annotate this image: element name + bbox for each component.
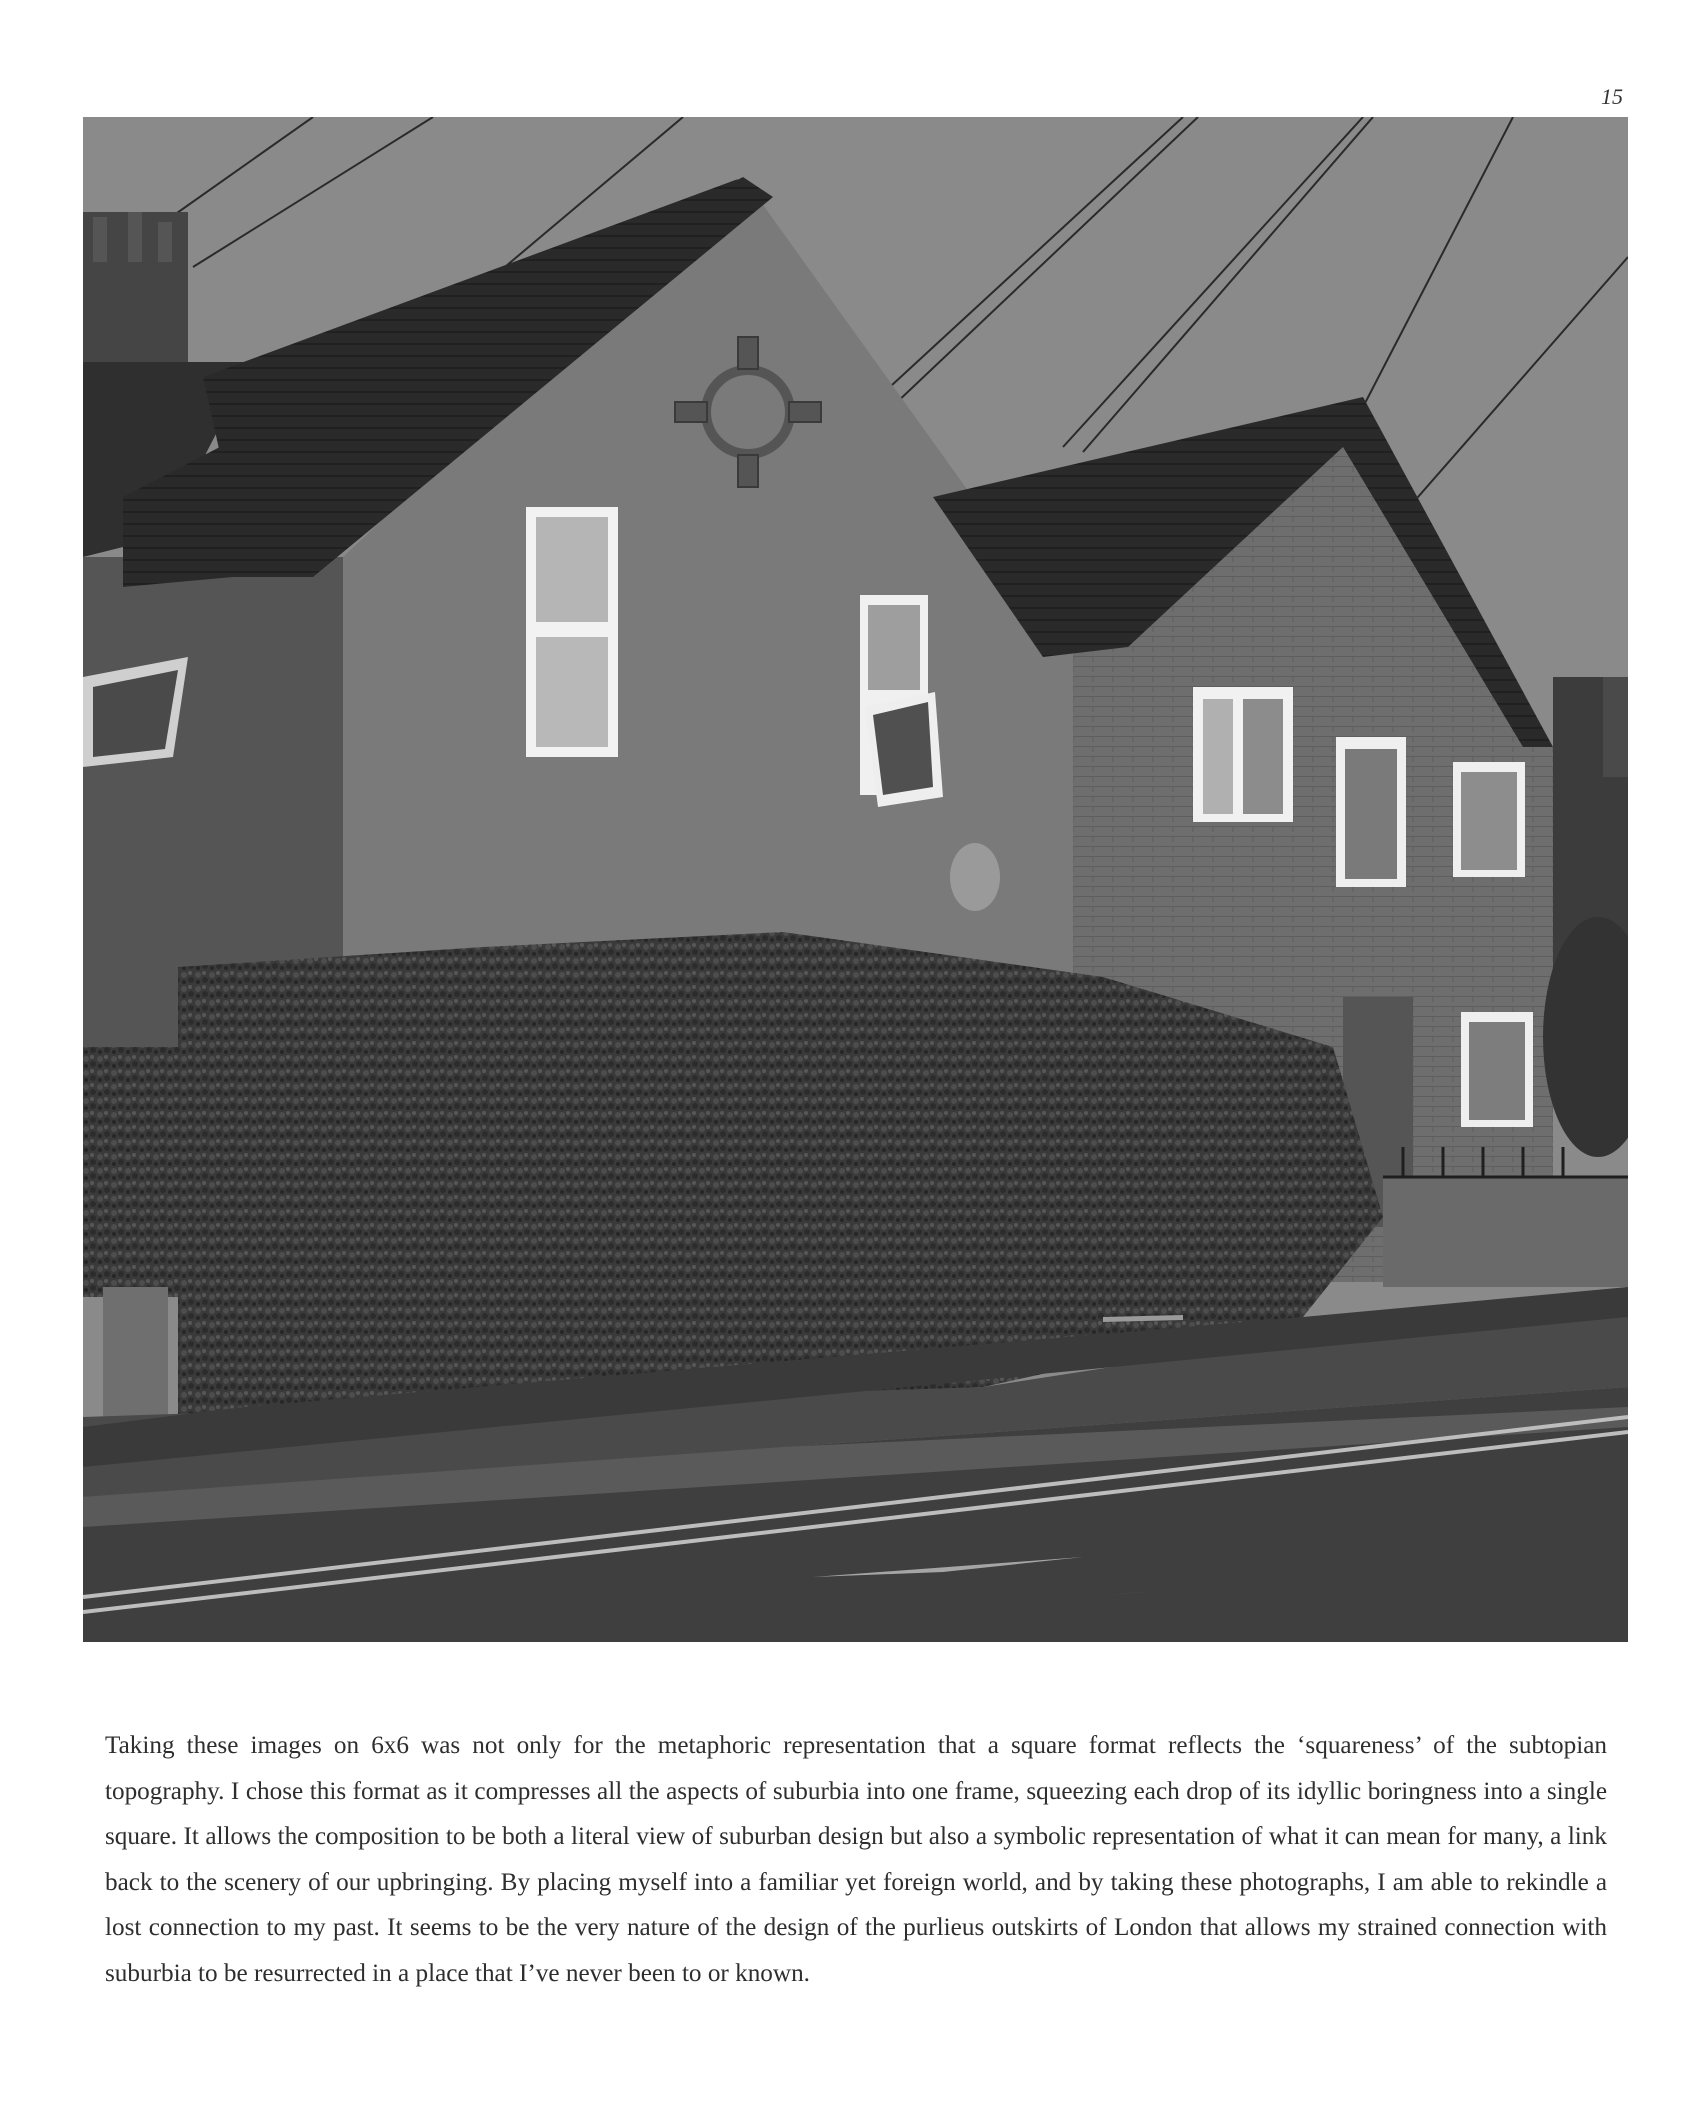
page-number: 15 xyxy=(1601,84,1623,109)
house-photograph xyxy=(83,117,1628,1642)
body-paragraph: Taking these images on 6x6 was not only for the metaphoric representation that a square format reflects the ‘squareness’ of the subtopian topography. I chose this format as it compresses all the aspects of suburbia into one frame, squeezing each drop of its idyllic boringness into a single square. It allows the composition to be both a literal view of suburban design but also a symbolic representation of what it can mean for many, a link back to the scenery of our upbringing. By placing myself into a familiar yet foreign world, and by taking these photographs, I am able to rekindle a lost connection to my past. It seems to be the very nature of the design of the purlieus outskirts of London that allows my strained connection with suburbia to be resurrected in a place that I’ve never been to or known. xyxy=(105,1732,1607,1987)
